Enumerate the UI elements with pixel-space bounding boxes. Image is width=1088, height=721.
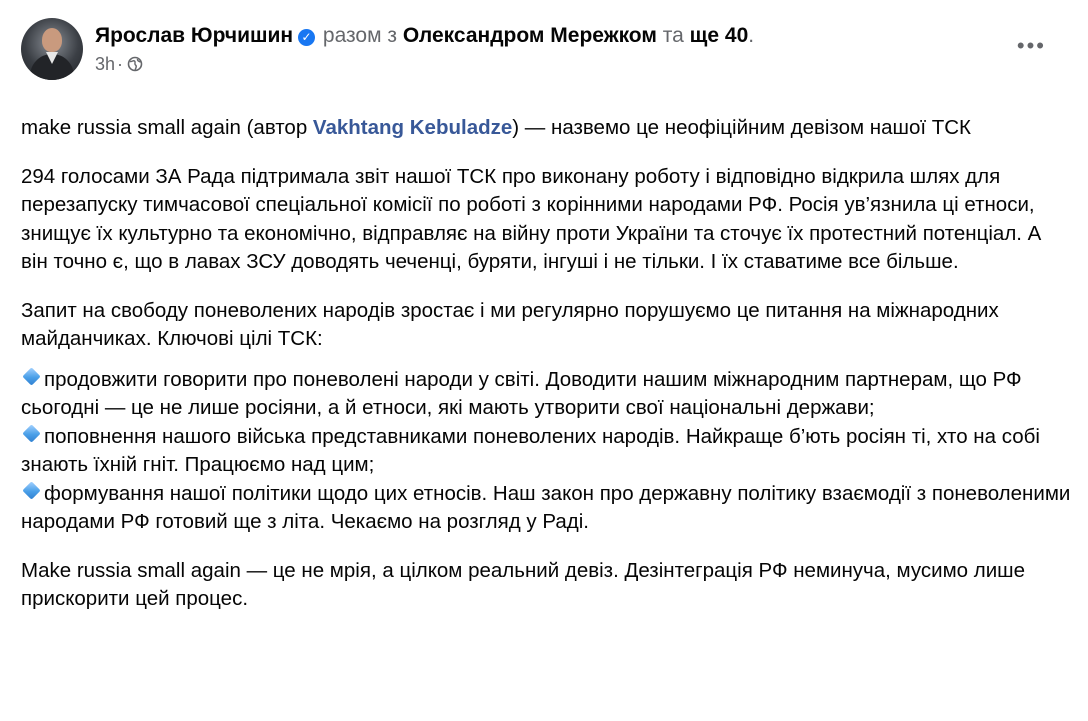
post-timestamp[interactable]: 3h [95,54,116,74]
post-meta [95,22,754,76]
post-subline [95,52,754,76]
paragraph-2: 294 голосами ЗА Рада підтримала звіт нашої ТСК про виконану роботу і відповідно відкрила шлях для перезапуску тимчасової спеціальної комісії по роботі з корінними народами РФ. Росія ув’язнила ці етноси, знищує їх культурно та економічно, відправляє на війну проти України та сточує їх протестний потенціал. А він точно є, що в лавах ЗСУ доводять чеченці, буряти, інгуші і не тільки. І їх ставатиме все більше. [21,164,1042,273]
goal-item-3: формування нашої політики щодо цих етносів. Наш закон про державну політику взаємодії з поневоленими народами РФ готовий ще з літа. Чекаємо на розгляд у Раді. [21,481,1071,533]
globe-icon[interactable] [127,56,143,72]
goal-item-2: поповнення нашого війська представниками поневолених народів. Найкраще б’ють росіян ті, хто на собі знають їхній гніт. Працюємо над цим; [21,424,1040,476]
paragraph-3: Запит на свободу поневолених народів зростає і ми регулярно порушуємо це питання на міжнародних майданчиках. Ключові цілі ТСК: [21,298,999,350]
together-prefix: разом з [322,24,398,47]
post-header [21,18,1088,84]
tagged-person-link[interactable]: Олександром Мережком [402,24,657,47]
paragraph-1-end: ) — назвемо це неофіційним девізом нашої ТСК [512,116,971,139]
paragraph-4: Make russia small again — це не мрія, а цілком реальний девіз. Дезінтеграція РФ неминуча, мусимо лише прискорити цей процес. [21,558,1026,610]
verified-badge-icon: ✓ [298,29,315,46]
end-dot: . [748,24,755,47]
others-link[interactable]: ще 40 [689,24,749,47]
vakhtang-kebuladze-link[interactable]: Vakhtang Kebuladze [312,116,513,139]
blue-diamond-icon [22,481,40,499]
post-authors-line [95,22,754,50]
author-name[interactable]: Ярослав Юрчишин [95,24,294,47]
blue-diamond-icon [22,424,40,442]
separator-dot: · [117,54,124,74]
author-avatar[interactable] [21,18,83,80]
more-options-button[interactable]: ••• [1016,33,1046,58]
blue-diamond-icon [22,367,40,385]
paragraph-1-start: make russia small again (автор [21,116,313,139]
paragraph-1 [21,114,1071,143]
and-text: та [662,24,684,47]
goals-list [21,366,1071,537]
post-body [21,114,1071,614]
goal-item-1: продовжити говорити про поневолені народи у світі. Доводити нашим міжнародним партнерам, що РФ сьогодні — це не лише росіяни, а й етноси, які мають утворити свої національні держави; [21,367,1022,419]
